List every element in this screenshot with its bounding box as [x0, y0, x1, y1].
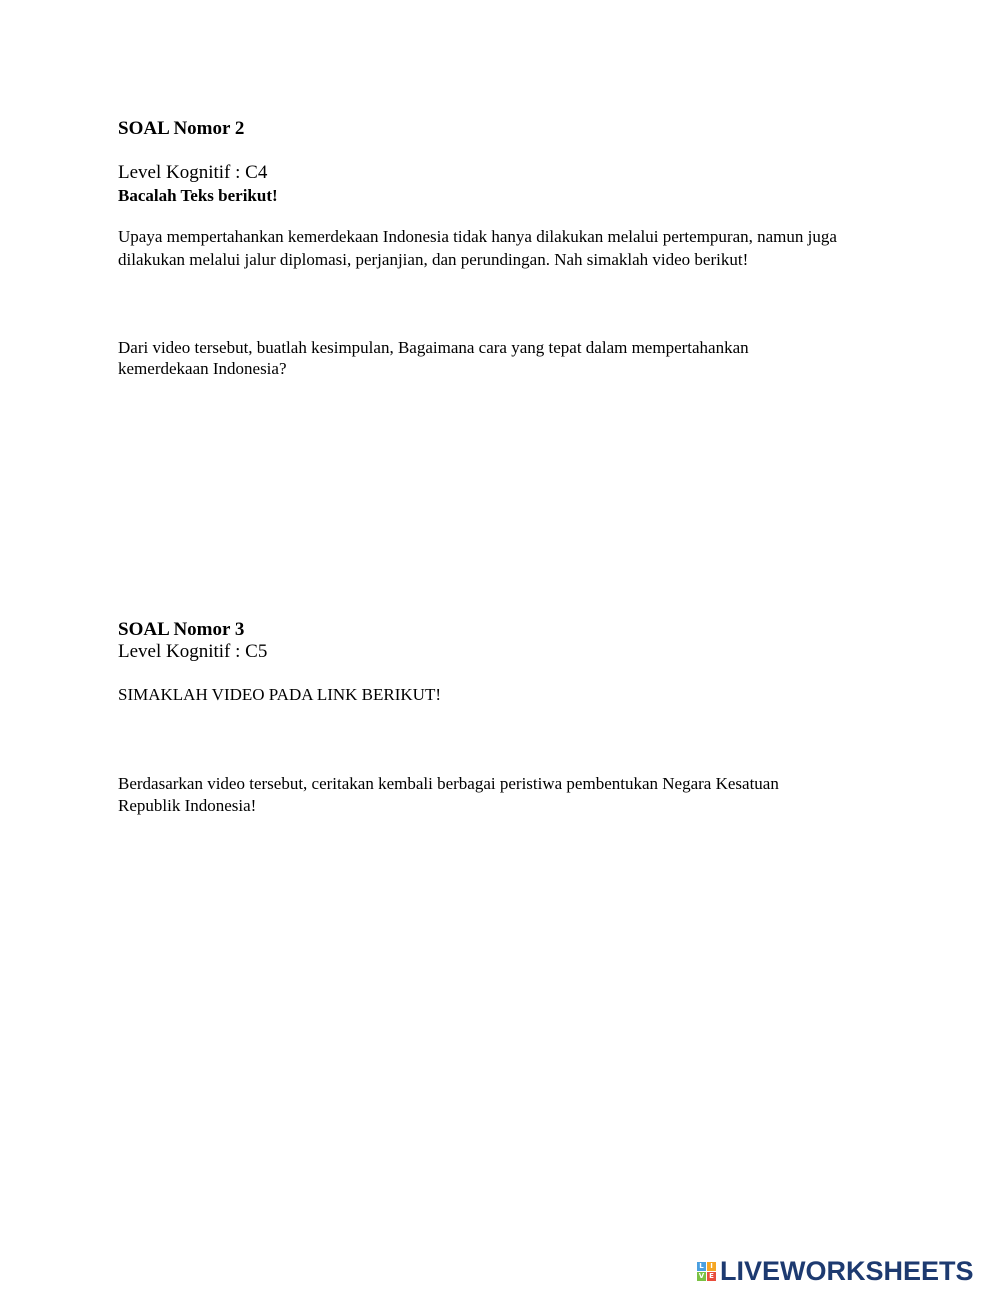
soal-2-instruction: Bacalah Teks berikut!	[118, 186, 278, 205]
soal-2-level: Level Kognitif : C4	[118, 162, 268, 183]
soal-2-paragraph-line-1: Upaya mempertahankan kemerdekaan Indonesia tidak hanya dilakukan melalui pertempuran, namun juga	[118, 227, 837, 246]
soal-2-question-line-2: kemerdekaan Indonesia?	[118, 359, 287, 378]
soal-2-paragraph-line-2: dilakukan melalui jalur diplomasi, perjanjian, dan perundingan. Nah simaklah video berikut!	[118, 250, 749, 269]
soal-2-question-line-1: Dari video tersebut, buatlah kesimpulan, Bagaimana cara yang tepat dalam mempertahankan	[118, 338, 749, 357]
logo-mark-letter-l: L	[697, 1262, 706, 1271]
soal-3-question-line-2: Republik Indonesia!	[118, 796, 257, 815]
soal-3-question-line-1: Berdasarkan video tersebut, ceritakan kembali berbagai peristiwa pembentukan Negara Kesatuan	[118, 774, 779, 793]
logo-mark-letter-e: E	[707, 1272, 716, 1281]
liveworksheets-logo-icon	[697, 1262, 716, 1281]
logo-text: LIVEWORKSHEETS	[720, 1256, 974, 1286]
soal-3-title: SOAL Nomor 3	[118, 619, 245, 640]
logo-mark-letter-i: I	[707, 1262, 716, 1271]
soal-2-title: SOAL Nomor 2	[118, 118, 245, 139]
logo-mark-letter-v: V	[698, 1271, 705, 1280]
soal-3-instruction: SIMAKLAH VIDEO PADA LINK BERIKUT!	[118, 685, 441, 704]
soal-3-level: Level Kognitif : C5	[118, 641, 268, 662]
liveworksheets-logo	[697, 1256, 974, 1286]
